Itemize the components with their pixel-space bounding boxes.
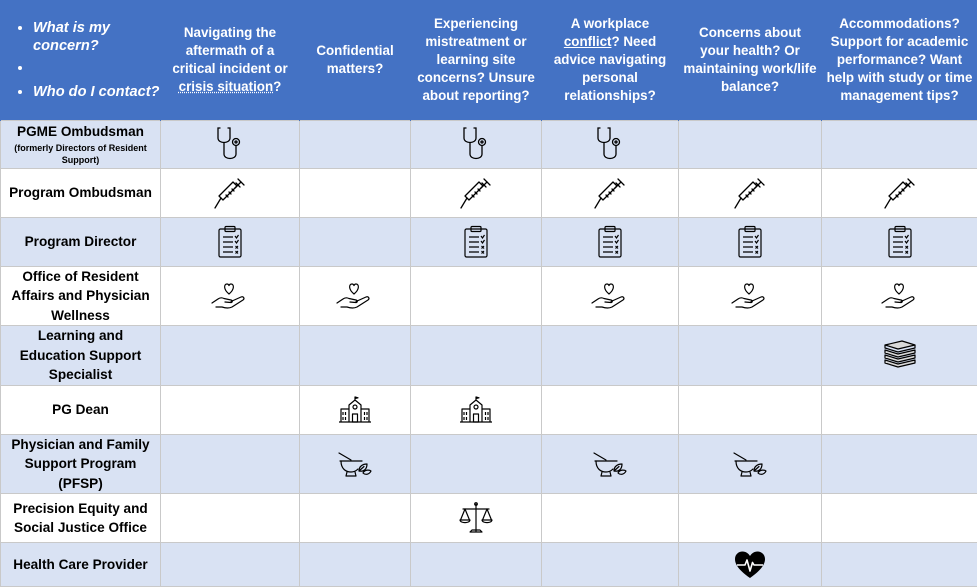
- table-row: [1, 217, 977, 266]
- row-label: Program Director: [25, 234, 137, 249]
- row-label: PG Dean: [52, 402, 109, 417]
- matrix-cell: [411, 326, 542, 386]
- row-label-cell: [1, 168, 161, 217]
- matrix-cell: [542, 168, 679, 217]
- column-header-accommodations: [822, 0, 977, 120]
- matrix-cell: [300, 326, 411, 386]
- row-label: Health Care Provider: [13, 557, 147, 572]
- matrix-cell: [161, 266, 300, 326]
- row-label: Learning and Education Support Specialist: [20, 328, 142, 382]
- mortar-pestle-icon: [337, 455, 373, 472]
- header-row: [1, 0, 977, 120]
- books-icon: [882, 346, 918, 363]
- row-label-cell: [1, 217, 161, 266]
- school-building-icon: [458, 401, 494, 418]
- column-header-text: A workplace: [571, 16, 649, 31]
- row-label-cell: [1, 326, 161, 386]
- row-label: Physician and Family Support Program (PFSP): [11, 437, 149, 491]
- syringe-icon: [212, 184, 248, 201]
- table-row: [1, 494, 977, 543]
- heart-hand-icon: [335, 287, 375, 304]
- matrix-cell: [300, 385, 411, 434]
- matrix-cell: [411, 266, 542, 326]
- matrix-cell: [822, 494, 977, 543]
- matrix-cell: [679, 120, 822, 168]
- column-header-text: ?: [273, 79, 281, 94]
- matrix-cell: [542, 120, 679, 168]
- column-header-conflict: [542, 0, 679, 120]
- table-row: [1, 326, 977, 386]
- row-label-cell: [1, 434, 161, 494]
- matrix-cell: [679, 266, 822, 326]
- table-row: [1, 168, 977, 217]
- matrix-cell: [411, 385, 542, 434]
- matrix-cell: [411, 543, 542, 587]
- heart-hand-icon: [210, 287, 250, 304]
- matrix-cell: [300, 543, 411, 587]
- question-who-do-i-contact: • Who do I contact?: [33, 83, 160, 101]
- column-header-text: Confidential matters?: [316, 43, 393, 76]
- table-row: [1, 385, 977, 434]
- matrix-cell: [161, 120, 300, 168]
- matrix-cell: [411, 434, 542, 494]
- matrix-cell: [822, 266, 977, 326]
- column-header-text: ? Need advice navigating personal relationships?: [554, 34, 666, 103]
- column-header-link[interactable]: conflict: [564, 34, 612, 49]
- matrix-cell: [679, 168, 822, 217]
- heart-hand-icon: [880, 287, 920, 304]
- mortar-pestle-icon: [732, 455, 768, 472]
- table-row: [1, 120, 977, 168]
- matrix-cell: [822, 434, 977, 494]
- matrix-cell: [161, 168, 300, 217]
- table-body: [1, 120, 977, 587]
- column-header-crisis: [161, 0, 300, 120]
- matrix-cell: [542, 543, 679, 587]
- matrix-cell: [542, 266, 679, 326]
- question-empty-bullet: [33, 59, 160, 77]
- matrix-cell: [822, 217, 977, 266]
- clipboard-icon: [736, 233, 764, 250]
- question-header-cell: [1, 0, 161, 120]
- matrix-cell: [822, 385, 977, 434]
- row-label-cell: [1, 543, 161, 587]
- matrix-cell: [161, 385, 300, 434]
- matrix-cell: [161, 217, 300, 266]
- syringe-icon: [458, 184, 494, 201]
- column-header-text: Concerns about your health? Or maintaining work/life balance?: [683, 25, 816, 94]
- row-sublabel: (formerly Directors of Resident Support): [5, 142, 156, 166]
- matrix-cell: [822, 120, 977, 168]
- scales-icon: [458, 509, 494, 526]
- column-header-confidential: [300, 0, 411, 120]
- syringe-icon: [882, 184, 918, 201]
- matrix-cell: [542, 217, 679, 266]
- clipboard-icon: [216, 233, 244, 250]
- question-list: [1, 19, 160, 101]
- matrix-cell: [411, 168, 542, 217]
- matrix-cell: [679, 543, 822, 587]
- matrix-cell: [300, 494, 411, 543]
- matrix-cell: [300, 217, 411, 266]
- clipboard-icon: [886, 233, 914, 250]
- row-label: Program Ombudsman: [9, 185, 152, 200]
- syringe-icon: [732, 184, 768, 201]
- table-row: [1, 266, 977, 326]
- matrix-cell: [300, 266, 411, 326]
- table-row: [1, 434, 977, 494]
- matrix-cell: [161, 434, 300, 494]
- column-header-mistreatment: [411, 0, 542, 120]
- matrix-cell: [300, 434, 411, 494]
- row-label: PGME Ombudsman: [17, 124, 144, 139]
- heart-hand-icon: [730, 287, 770, 304]
- clipboard-icon: [596, 233, 624, 250]
- row-label-cell: [1, 266, 161, 326]
- question-what-is-my-concern: • What is my concern?: [33, 19, 160, 55]
- matrix-cell: [679, 385, 822, 434]
- matrix-cell: [161, 543, 300, 587]
- matrix-cell: [542, 494, 679, 543]
- matrix-cell: [679, 217, 822, 266]
- matrix-cell: [822, 326, 977, 386]
- matrix-cell: [822, 168, 977, 217]
- row-label: Precision Equity and Social Justice Office: [13, 501, 147, 536]
- mortar-pestle-icon: [592, 455, 628, 472]
- matrix-cell: [300, 168, 411, 217]
- column-header-link[interactable]: crisis situation: [179, 79, 274, 94]
- matrix-cell: [679, 326, 822, 386]
- row-label: Office of Resident Affairs and Physician Wellness: [11, 269, 149, 323]
- column-header-health: [679, 0, 822, 120]
- column-header-text: Navigating the aftermath of a critical incident or: [172, 25, 287, 76]
- stethoscope-icon: [595, 135, 625, 152]
- matrix-cell: [542, 385, 679, 434]
- matrix-cell: [411, 120, 542, 168]
- stethoscope-icon: [461, 135, 491, 152]
- column-header-text: Accommodations? Support for academic performance? Want help with study or time management tips?: [827, 16, 973, 103]
- row-label-cell: [1, 494, 161, 543]
- clipboard-icon: [462, 233, 490, 250]
- syringe-icon: [592, 184, 628, 201]
- matrix-cell: [822, 543, 977, 587]
- table-row: [1, 543, 977, 587]
- matrix-cell: [300, 120, 411, 168]
- matrix-cell: [679, 434, 822, 494]
- matrix-cell: [411, 217, 542, 266]
- matrix-cell: [161, 326, 300, 386]
- matrix-cell: [411, 494, 542, 543]
- stethoscope-icon: [215, 135, 245, 152]
- row-label-cell: [1, 385, 161, 434]
- matrix-cell: [679, 494, 822, 543]
- column-header-text: Experiencing mistreatment or learning site concerns? Unsure about reporting?: [417, 16, 535, 103]
- matrix-cell: [161, 494, 300, 543]
- matrix-cell: [542, 434, 679, 494]
- row-label-cell: [1, 120, 161, 168]
- matrix-cell: [542, 326, 679, 386]
- heartbeat-icon: [734, 556, 766, 573]
- school-building-icon: [337, 401, 373, 418]
- heart-hand-icon: [590, 287, 630, 304]
